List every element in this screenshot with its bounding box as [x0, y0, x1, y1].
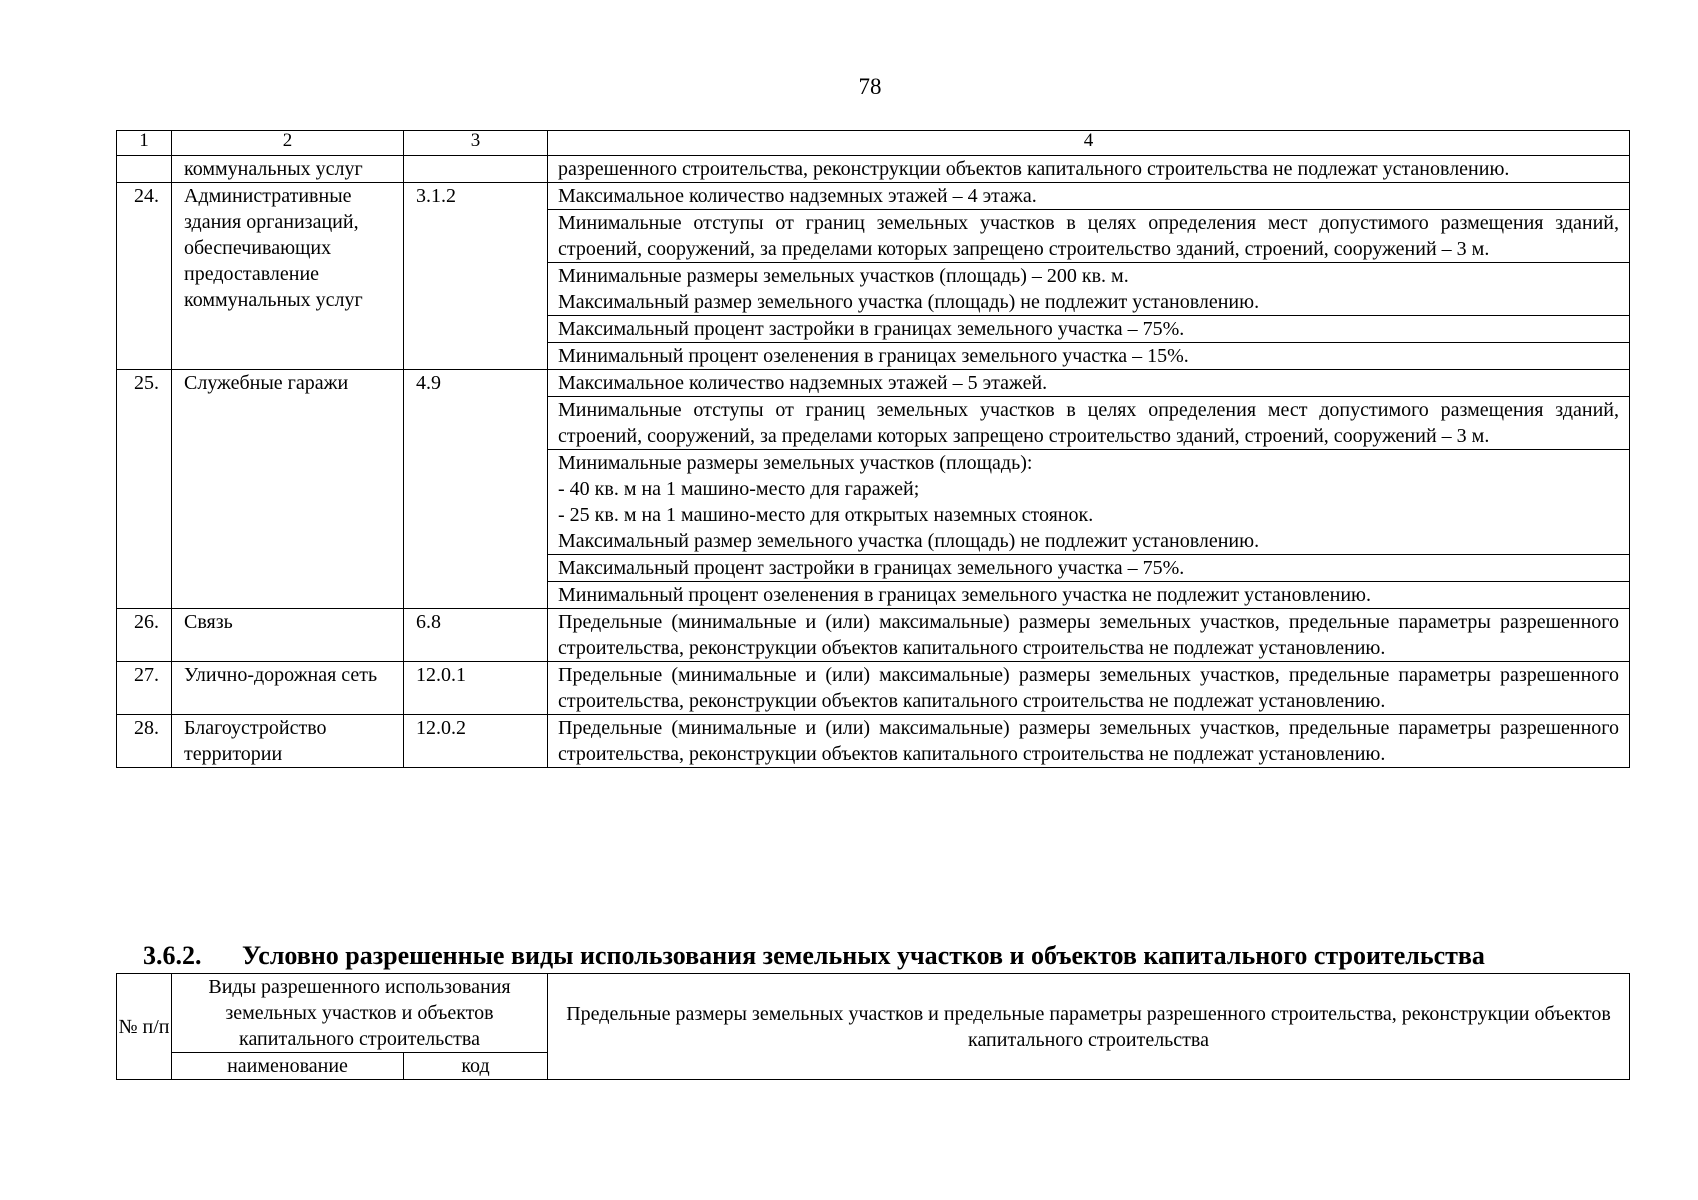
name-column-header: наименование	[172, 1053, 404, 1080]
parameter-text: Максимальный процент застройки в границах земельного участка – 75%.	[548, 316, 1630, 343]
column-number: 1	[117, 131, 172, 156]
table-row	[117, 715, 1630, 768]
section-number: 3.6.2.	[143, 941, 202, 970]
row-number: 24.	[117, 183, 172, 370]
parameters-column-header: Предельные размеры земельных участков и предельные параметры разрешенного строительства, реконструкции объектов капитального строительства	[548, 974, 1630, 1080]
page-number: 78	[858, 74, 882, 99]
land-use-code	[404, 156, 548, 183]
land-use-name: Благоустройство территории	[172, 715, 404, 768]
parameter-text: Минимальные отступы от границ земельных участков в целях определения мест допустимого размещения зданий, строений, сооружений, за пределами которых запрещено строительство зданий, строений, сооружений – 3 м.	[548, 397, 1630, 450]
kinds-of-use-header: Виды разрешенного использования земельных участков и объектов капитального строительства	[172, 974, 548, 1053]
row-number	[117, 156, 172, 183]
row-number: 27.	[117, 662, 172, 715]
land-use-code: 12.0.2	[404, 715, 548, 768]
parameter-text: разрешенного строительства, реконструкции объектов капитального строительства не подлежат установлению.	[548, 156, 1630, 183]
land-use-name: Связь	[172, 609, 404, 662]
section-heading	[116, 940, 1629, 972]
parameter-text: Минимальные размеры земельных участков (площадь) – 200 кв. м. Максимальный размер земельного участка (площадь) не подлежит установлению.	[548, 263, 1630, 316]
table-row	[117, 609, 1630, 662]
land-use-name: Административные здания организаций, обеспечивающих предоставление коммунальных услуг	[172, 183, 404, 370]
table-row	[117, 156, 1630, 183]
row-number: 25.	[117, 370, 172, 609]
column-number: 2	[172, 131, 404, 156]
column-number-row	[117, 131, 1630, 156]
table-row	[117, 662, 1630, 715]
conditional-use-table-header	[116, 973, 1630, 1080]
parameter-text: Предельные (минимальные и (или) максимальные) размеры земельных участков, предельные параметры разрешенного строительства, реконструкции объектов капитального строительства не подлежат установлению.	[548, 715, 1630, 768]
section-title: Условно разрешенные виды использования земельных участков и объектов капитального строительства	[242, 941, 1485, 970]
code-column-header: код	[404, 1053, 548, 1080]
land-use-code: 6.8	[404, 609, 548, 662]
table-row	[117, 370, 1630, 397]
land-use-parameters-table	[116, 130, 1630, 768]
parameter-text: Предельные (минимальные и (или) максимальные) размеры земельных участков, предельные параметры разрешенного строительства, реконструкции объектов капитального строительства не подлежат установлению.	[548, 609, 1630, 662]
column-number: 3	[404, 131, 548, 156]
land-use-code: 12.0.1	[404, 662, 548, 715]
land-use-code: 4.9	[404, 370, 548, 609]
row-number: 26.	[117, 609, 172, 662]
number-column-header: № п/п	[117, 974, 172, 1080]
table-row	[117, 183, 1630, 210]
parameter-text: Максимальное количество надземных этажей – 4 этажа.	[548, 183, 1630, 210]
land-use-name: коммунальных услуг	[172, 156, 404, 183]
column-number: 4	[548, 131, 1630, 156]
parameter-text: Минимальные размеры земельных участков (площадь): - 40 кв. м на 1 машино-место для гаражей; - 25 кв. м на 1 машино-место для открытых наземных стоянок. Максимальный размер земельного участка (площадь) не подлежит установлению.	[548, 450, 1630, 555]
land-use-code: 3.1.2	[404, 183, 548, 370]
parameter-text: Минимальный процент озеленения в границах земельного участка не подлежит установлению.	[548, 582, 1630, 609]
land-use-name: Служебные гаражи	[172, 370, 404, 609]
parameter-text: Предельные (минимальные и (или) максимальные) размеры земельных участков, предельные параметры разрешенного строительства, реконструкции объектов капитального строительства не подлежат установлению.	[548, 662, 1630, 715]
parameter-text: Максимальное количество надземных этажей – 5 этажей.	[548, 370, 1630, 397]
parameter-text: Минимальные отступы от границ земельных участков в целях определения мест допустимого размещения зданий, строений, сооружений, за пределами которых запрещено строительство зданий, строений, сооружений – 3 м.	[548, 210, 1630, 263]
parameter-text: Максимальный процент застройки в границах земельного участка – 75%.	[548, 555, 1630, 582]
land-use-name: Улично-дорожная сеть	[172, 662, 404, 715]
parameter-text: Минимальный процент озеленения в границах земельного участка – 15%.	[548, 343, 1630, 370]
row-number: 28.	[117, 715, 172, 768]
